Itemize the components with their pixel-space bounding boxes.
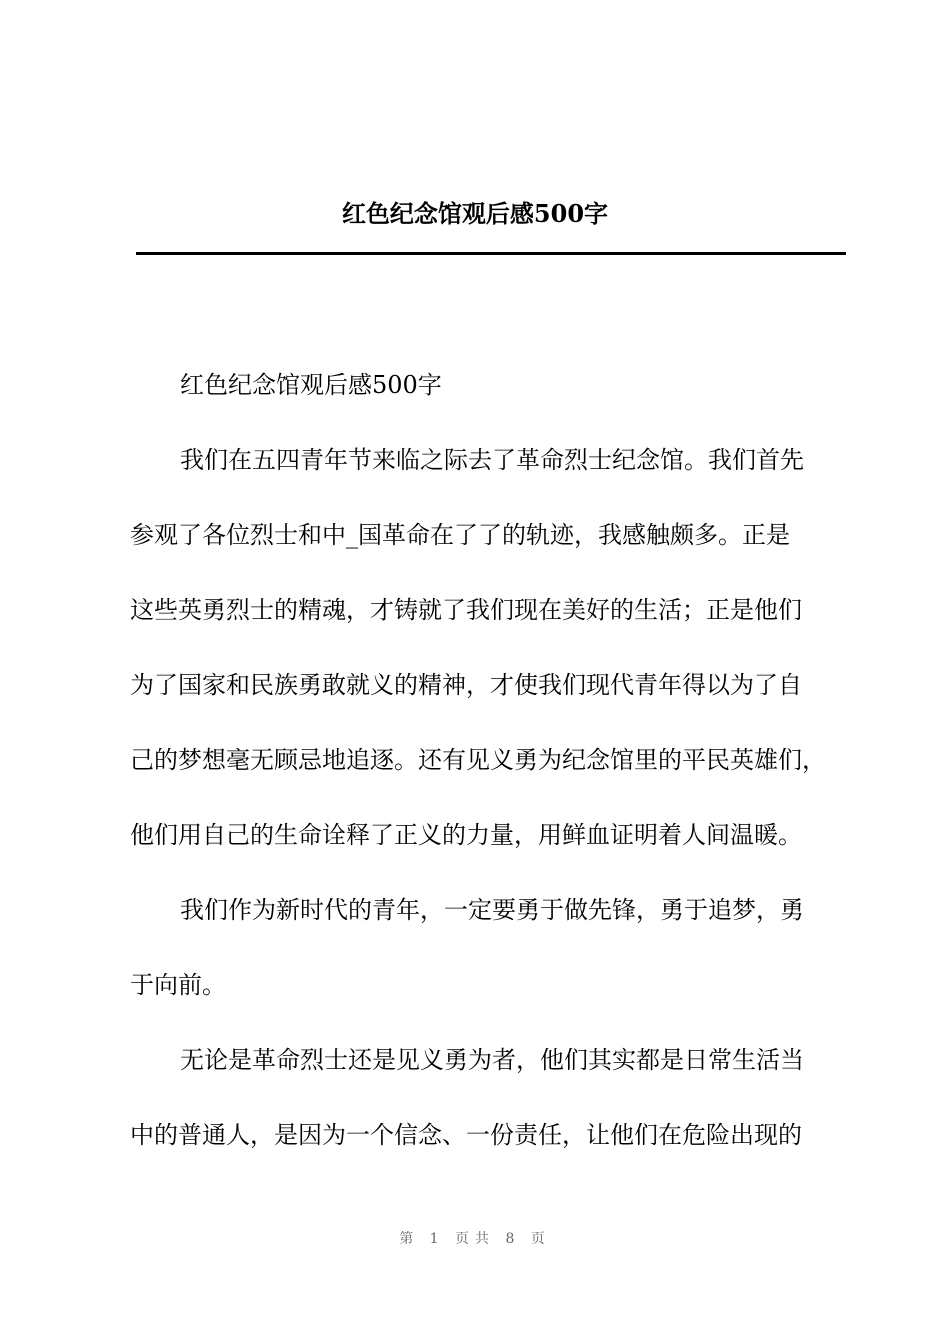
paragraph-line: 无论是革命烈士还是见义勇为者，他们其实都是日常生活当 xyxy=(180,1046,804,1074)
document-title: 红色纪念馆观后感500字 xyxy=(341,199,609,228)
paragraph-line: 我们作为新时代的青年，一定要勇于做先锋，勇于追梦，勇 xyxy=(180,896,804,924)
paragraph-line: 红色纪念馆观后感500字 xyxy=(180,371,442,399)
paragraph-line: 于向前。 xyxy=(130,971,226,999)
paragraph-line: 参观了各位烈士和中_国革命在了了的轨迹，我感触颇多。正是 xyxy=(130,521,790,549)
title-divider xyxy=(136,252,846,255)
paragraph-line: 中的普通人，是因为一个信念、一份责任，让他们在危险出现的 xyxy=(130,1121,802,1149)
paragraph-line: 为了国家和民族勇敢就义的精神，才使我们现代青年得以为了自 xyxy=(130,671,802,699)
document-body xyxy=(130,348,845,1173)
paragraph-line: 己的梦想毫无顾忌地追逐。还有见义勇为纪念馆里的平民英雄们， xyxy=(130,746,826,774)
page-footer: 第 1 页共 8 页 xyxy=(399,1231,551,1247)
paragraph-line: 他们用自己的生命诠释了正义的力量，用鲜血证明着人间温暖。 xyxy=(130,821,802,849)
paragraph-line: 这些英勇烈士的精魂，才铸就了我们现在美好的生活；正是他们 xyxy=(130,596,802,624)
paragraph-line: 我们在五四青年节来临之际去了革命烈士纪念馆。我们首先 xyxy=(180,446,804,474)
